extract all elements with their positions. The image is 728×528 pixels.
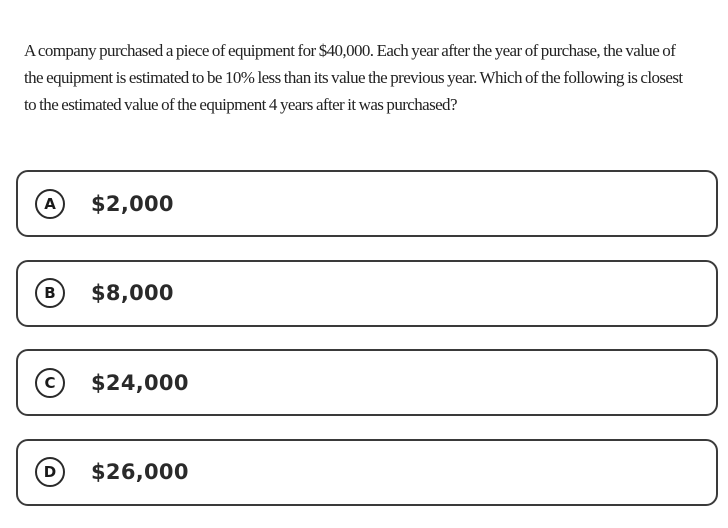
option-d-text: $26,000 [91,460,189,484]
question-line-3: to the estimated value of the equipment 4 years after it was purchased? [24,95,457,114]
option-d-letter-badge: D [35,457,65,487]
option-b-letter-badge: B [35,278,65,308]
answer-options [16,170,718,528]
question-text [24,37,724,118]
option-a-button[interactable] [16,170,718,237]
option-b-text: $8,000 [91,281,174,305]
option-a-letter-badge: A [35,189,65,219]
question-line-1: A company purchased a piece of equipment for $40,000. Each year after the year of purchase, the value of [24,41,676,60]
option-d-button[interactable] [16,439,718,506]
option-b-button[interactable] [16,260,718,327]
option-c-button[interactable] [16,349,718,416]
question-line-2: the equipment is estimated to be 10% less than its value the previous year. Which of the following is closest [24,68,683,87]
option-c-letter-badge: C [35,368,65,398]
option-c-text: $24,000 [91,370,189,395]
option-a-text: $2,000 [91,191,174,216]
